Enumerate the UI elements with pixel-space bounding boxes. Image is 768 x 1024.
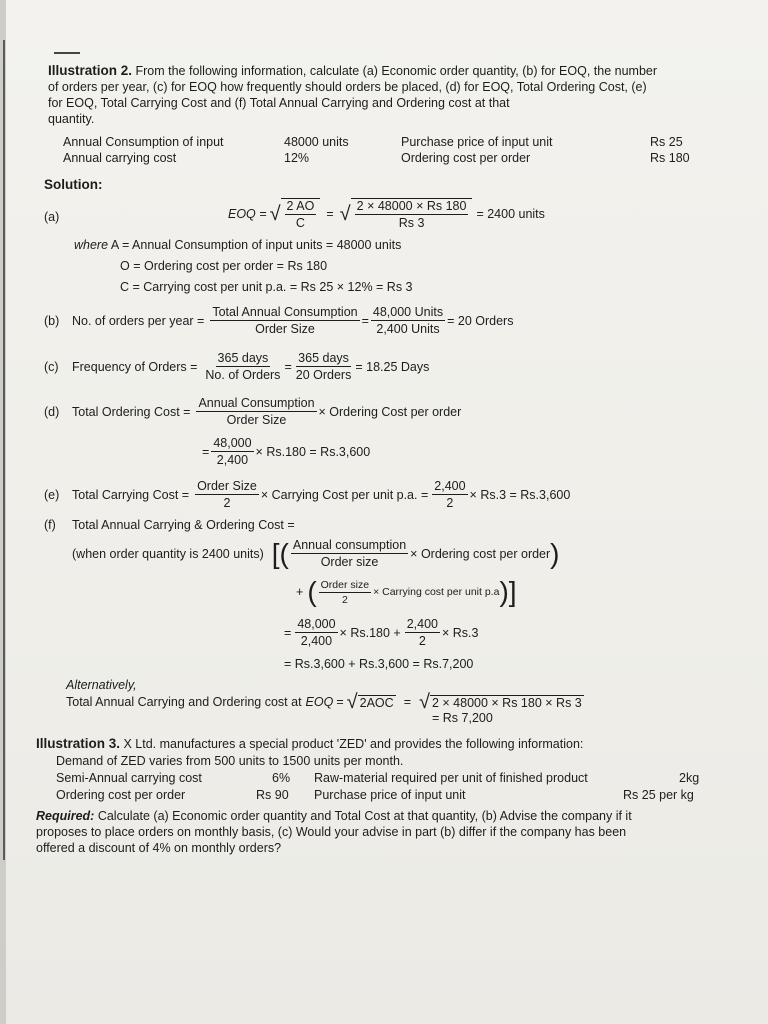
e-num1: Order Size [197, 479, 257, 493]
eoq-result: = 2400 units [476, 207, 545, 221]
given-value-3: 12% [284, 151, 310, 165]
radical-icon: √ [339, 203, 351, 225]
part-d-label: (d) [44, 404, 60, 419]
required-heading: Required: [36, 809, 95, 823]
part-e [44, 479, 570, 510]
ill3-label-1: Semi-Annual carrying cost [56, 771, 202, 785]
eoq-num: 2 AO [286, 199, 315, 213]
ill3-value-3: Rs 90 [256, 788, 289, 802]
part-b-text: No. of orders per year = [72, 313, 205, 328]
c-den1: No. of Orders [205, 368, 281, 382]
b-den1: Order Size [255, 322, 315, 336]
part-e-text: Total Carrying Cost = [72, 487, 190, 502]
part-f-text: Total Annual Carrying & Ordering Cost = [72, 518, 295, 532]
part-c-text: Frequency of Orders = [72, 359, 198, 374]
f-den1: Order size [320, 555, 379, 569]
where-line1 [74, 238, 401, 252]
document-page [6, 0, 768, 1024]
where-c: C = Carrying cost per unit p.a. = Rs 25 × 12% = Rs 3 [120, 280, 413, 294]
ill2-line1 [48, 64, 657, 78]
f-num1: Annual consumption [292, 538, 407, 552]
part-f-line2: (when order quantity is 2400 units) [( $\frac{\text{Annual consumption}}{\text{Order size}}$ × Ordering cost per order ) [72, 537, 560, 569]
c-result: = 18.25 Days [355, 359, 430, 374]
eoq-den2: Rs 3 [398, 216, 425, 230]
ill2-heading: Illustration 2. [48, 63, 133, 78]
ill2-text1: From the following information, calculate (a) Economic order quantity, (b) for EOQ, the number [135, 64, 658, 78]
f-den2: 2 [341, 593, 348, 606]
given-value-4: Rs 180 [650, 151, 690, 165]
eoq-symbol: EOQ = [228, 207, 267, 221]
given-label-3: Annual carrying cost [63, 151, 177, 165]
radical-icon: √ [269, 203, 281, 225]
eoq-num2: 2 × 48000 × Rs 180 [356, 199, 467, 213]
part-a-label: (a) [44, 210, 60, 224]
d-tail1: × Ordering Cost per order [318, 404, 462, 419]
given-value-2: Rs 25 [650, 135, 683, 149]
f-tail4: × Rs.3 [441, 625, 479, 640]
f-num3: 48,000 [297, 617, 336, 631]
where-a: A = Annual Consumption of input units = 48000 units [110, 238, 402, 252]
part-d [44, 396, 461, 427]
required-line3: offered a discount of 4% on monthly orders? [36, 841, 282, 855]
f-num2: Order size [320, 578, 370, 591]
c-den2: 20 Orders [295, 368, 352, 382]
f-mid3: × Rs.180 + [339, 625, 401, 640]
f-tail1: × Ordering cost per order [410, 546, 551, 561]
required-text1: Calculate (a) Economic order quantity and Total Cost at that quantity, (b) Advise the company if it [97, 809, 632, 823]
part-f-line3: + ( $\frac{\text{Order size}}{2}$ × Carrying cost per unit p.a )] [296, 576, 517, 607]
d-num2: 48,000 [213, 436, 252, 450]
f-den3: 2,400 [300, 634, 333, 648]
radical-icon: √ [346, 691, 358, 713]
d-tail2: × Rs.180 = Rs.3,600 [255, 444, 371, 459]
required-line1 [36, 809, 632, 823]
f-num4: 2,400 [406, 617, 438, 631]
ill3-label-3: Ordering cost per order [56, 788, 186, 802]
sqrt-1 [270, 198, 321, 230]
sqrt-2 [340, 198, 473, 230]
e-den1: 2 [223, 496, 231, 510]
given-label-4: Ordering cost per order [401, 151, 531, 165]
part-d-text: Total Ordering Cost = [72, 404, 191, 419]
ill3-value-2: 2kg [679, 771, 700, 785]
ill3-heading: Illustration 3. [36, 736, 121, 751]
part-e-label: (e) [44, 487, 60, 502]
where-o: O = Ordering cost per order = Rs 180 [120, 259, 328, 273]
ill3-label-4: Purchase price of input unit [314, 788, 466, 802]
d-num1: Annual Consumption [198, 396, 315, 410]
c-num1: 365 days [217, 351, 269, 365]
b-num1: Total Annual Consumption [212, 305, 358, 319]
top-rule [54, 52, 80, 54]
eoq-formula: EOQ = √ $\frac{2 AO}{C}$ = √ $\frac{2 \times 48000 \times Rs 180}{Rs 3}$ = 2400 units [228, 199, 545, 230]
part-b-label: (b) [44, 313, 60, 328]
given-label-2: Purchase price of input unit [401, 135, 553, 149]
e-mid: × Carrying Cost per unit p.a. = [260, 487, 429, 502]
alt-rad2: 2 × 48000 × Rs 180 × Rs 3 [431, 695, 582, 710]
ill2-line2: of orders per year, (c) for EOQ how frequently should orders be placed, (d) for EOQ, Total Ordering Cost, (e) [48, 80, 647, 94]
c-num2: 365 days [298, 351, 349, 365]
part-f-label: (f) [44, 518, 56, 532]
f-tail2: × Carrying cost per unit p.a [373, 586, 500, 598]
solution-heading: Solution: [44, 177, 103, 192]
part-c-label: (c) [44, 359, 59, 374]
part-b: (b) No. of orders per year = $\frac{\text{Total Annual Consumption}}{\text{Order Size}}$ = $\frac{\text{48,000 Units}}{\text{2,400 Units}}$ = 20 Orders [44, 305, 514, 336]
ill3-text1: X Ltd. manufactures a special product 'ZED' and provides the following information: [123, 737, 584, 751]
alt-heading: Alternatively, [66, 678, 137, 692]
ill2-line4: quantity. [48, 112, 95, 126]
where-word: where [74, 238, 109, 252]
alt-result: = Rs 7,200 [432, 711, 493, 725]
d-den2: 2,400 [216, 453, 249, 467]
e-num2: 2,400 [434, 479, 466, 493]
alt-formula: Total Annual Carrying and Ordering cost at EOQ = √ 2AOC = √ 2 × 48000 × Rs 180 × Rs 3 [66, 691, 582, 713]
ill2-line3: for EOQ, Total Carrying Cost and (f) Total Annual Carrying and Ordering cost at that [48, 96, 510, 110]
part-f [44, 518, 295, 532]
radical-icon: √ [419, 691, 430, 713]
part-f-line4: = $\frac{48,000}{2,400}$ × Rs.180 + $\frac{2,400}{2}$ × Rs.3 [284, 617, 479, 648]
ill3-value-4: Rs 25 per kg [623, 788, 694, 802]
ill3-line2: Demand of ZED varies from 500 units to 1500 units per month. [56, 754, 404, 768]
d-den1: Order Size [226, 413, 287, 427]
b-result: = 20 Orders [447, 313, 514, 328]
ill3-label-2: Raw-material required per unit of finished product [314, 771, 588, 785]
alt-text: Total Annual Carrying and Ordering cost at [66, 695, 302, 709]
e-den2: 2 [446, 496, 454, 510]
b-num2: 48,000 Units [372, 305, 444, 319]
required-line2: proposes to place orders on monthly basis, (c) Would your advise in part (b) differ if the company has been [36, 825, 627, 839]
given-value-1: 48000 units [284, 135, 349, 149]
alt-eoq: EOQ [305, 695, 334, 709]
part-d-line2: = $\frac{48,000}{2,400}$ × Rs.180 = Rs.3,600 [202, 436, 371, 467]
alt-rad1: 2AOC [359, 695, 394, 710]
b-den2: 2,400 Units [376, 322, 440, 336]
ill3-value-1: 6% [272, 771, 291, 785]
f-den4: 2 [418, 634, 426, 648]
f-when: (when order quantity is 2400 units) [72, 546, 264, 561]
e-tail: × Rs.3 = Rs.3,600 [469, 487, 571, 502]
f-final: = Rs.3,600 + Rs.3,600 = Rs.7,200 [284, 657, 474, 671]
part-c: (c) Frequency of Orders = $\frac{\text{365 days}}{\text{No. of Orders}}$ = $\frac{\text{365 days}}{\text{20 Orders}}$ = 18.25 Days [44, 351, 430, 382]
ill3-line1 [36, 737, 583, 751]
binding-line [3, 40, 5, 860]
f-plus: + [296, 585, 304, 599]
given-label-1: Annual Consumption of input [63, 135, 224, 149]
eoq-den: C [295, 216, 305, 230]
